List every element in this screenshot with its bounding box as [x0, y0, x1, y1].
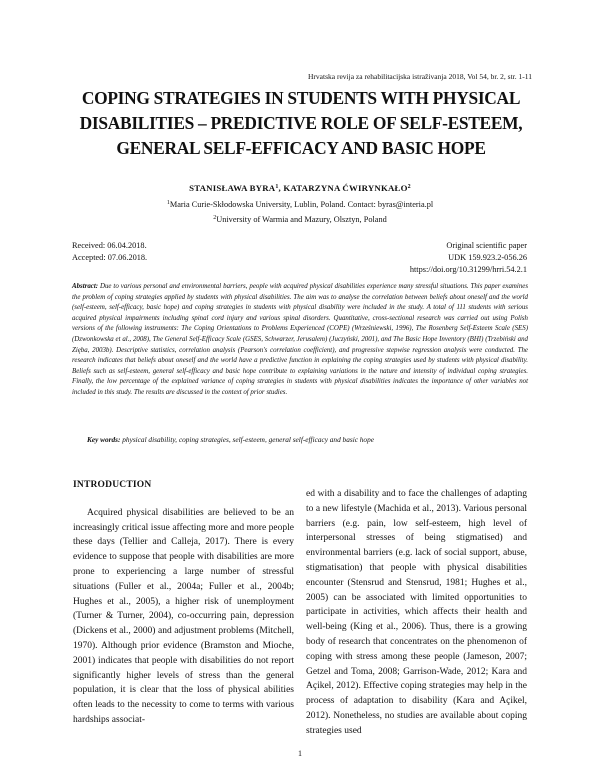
keywords-label: Key words:: [87, 435, 121, 444]
affiliation-1-text: Maria Curie-Skłodowska University, Lublin, Poland. Contact: byras@interia.pl: [169, 200, 434, 209]
paper-type: Original scientific paper: [446, 241, 527, 250]
abstract-text: Due to various personal and environmental barriers, people with acquired physical disabilities experience many stressful situations. This paper examines the problem of coping strategies applied by students with physical disabilities. The aim was to analyse the correlation between beliefs about oneself and the world (self-esteem, self-efficacy, basic hope) and coping strategies in students with physical disability were included in the study. A total of 111 students with serious acquired physical impairments including spinal cord injury and various spinal disorders. Quantitative, cross-sectional research was carried out using Polish versions of the following instruments: The Coping Orientations to Problems Experienced (COPE) (Wrześniewski, 1996), The Rosenberg Self-Esteem Scale (SES) (Dzwonkowska et al., 2008), The General Self-Efficacy Scale (GSES, Schwarzer, Jerusalem) (Juczyński, 2001), and The Basic Hope Inventory (BHI) (Trzebiński and Zięba, 2003b). Descriptive statistics, correlation analysis (Pearson's correlation coefficient), and progressive stepwise regression analysis were conducted. The research indicates that beliefs about oneself and the world have a predictive function in explaining the coping strategies used by students with physical disability. Beliefs such as self-esteem, general self-efficacy and basic hope contribute to explaining variations in the nature and intensity of individual coping strategies. Finally, the low percentage of the explained variance of coping strategies in students with physical disabilities indicates the importance of other variables not included in this study. The results are discussed in the context of prior studies.: [72, 283, 528, 396]
body-paragraph-2: ed with a disability and to face the challenges of adapting to a new lifestyle (Machida et al., 2013). Various personal barriers (e.g. pain, low self-esteem, high level of interpersonal stresses of being stigmatised) and environmental barriers (e.g. lack of social support, abuse, stigmatisation) that people with physical disabilities encounter (Stensrud and Stensrud, 1981; Hughes et al., 2005) can be associated with limited opportunities to participate in activities, which affects their health and well-being (King et al., 2006). Thus, there is a growing body of research that concentrates on the phenomenon of coping with stress among these people (Jameson, 2007; Getzel and Toma, 2008; Garrison-Wade, 2012; Kara and Açikel, 2012). Effective coping strategies may help in the process of adaptation to disability (Kara and Açikel, 2012). Nonetheless, no studies are available about coping strategies used: [306, 489, 527, 736]
authors: [0, 183, 600, 193]
title-line-3: GENERAL SELF-EFFICACY AND BASIC HOPE: [116, 138, 486, 158]
author-2-sup: 2: [407, 184, 411, 190]
affiliation-1-sup: 1: [166, 200, 170, 206]
author-separator: ,: [278, 183, 284, 193]
title-line-1: COPING STRATEGIES IN STUDENTS WITH PHYSICAL: [81, 88, 521, 108]
body-column-left: [73, 478, 294, 728]
page-number: 1: [298, 749, 302, 758]
body-paragraph-1: Acquired physical disabilities are believed to be an increasingly critical issue affecting more and more people these days (Tellier and Calleja, 2017). There is every evidence to suppose that people with disabilities are more prone to experiencing a large number of stressful situations (Fuller et al., 2004a; Fuller et al., 2004b; Hughes et al., 2005), a higher risk of unemployment (Turner & Turner, 2004), co-occurring pain, depression (Dickens et al., 2000) and adjustment problems (Mitchell, 1970). Although prior evidence (Bramston and Mioche, 2001) indicates that people with disabilities do not report significantly higher levels of stress than the general population, it is clear that the loss of physical abilities often leads to the necessity to come to terms with various hardships associat-: [73, 507, 294, 725]
author-1-sup: 1: [275, 184, 279, 190]
body-column-right: [306, 487, 527, 739]
paper-title: [70, 86, 532, 161]
section-heading-introduction: INTRODUCTION: [73, 480, 152, 490]
doi-link[interactable]: https://doi.org/10.31299/hrri.54.2.1: [409, 265, 527, 274]
udk-code: UDK 159.923.2-056.26: [448, 253, 527, 262]
dates-block: [72, 240, 147, 264]
affiliation-2-text: University of Warmia and Mazury, Olsztyn, Poland: [216, 215, 387, 224]
author-2: KATARZYNA ĆWIRYNKAŁO: [283, 183, 408, 193]
received-date: Received: 06.04.2018.: [72, 241, 147, 250]
keywords-text: physical disability, coping strategies, self-esteem, general self-efficacy and basic hope: [122, 435, 374, 444]
abstract: [72, 282, 528, 399]
accepted-date: Accepted: 07.06.2018.: [72, 253, 148, 262]
author-1: STANISŁAWA BYRA: [189, 183, 276, 193]
title-line-2: DISABILITIES – PREDICTIVE ROLE OF SELF-ESTEEM,: [79, 113, 523, 133]
keywords: [87, 435, 374, 444]
journal-header: Hrvatska revija za rehabilitacijska istraživanja 2018, Vol 54, br. 2, str. 1-11: [308, 72, 532, 81]
affiliation-2: [0, 215, 600, 224]
paper-info-block: [410, 240, 527, 276]
abstract-label: Abstract:: [72, 283, 99, 290]
affiliation-2-sup: 2: [213, 215, 217, 221]
affiliation-1: [0, 200, 600, 209]
